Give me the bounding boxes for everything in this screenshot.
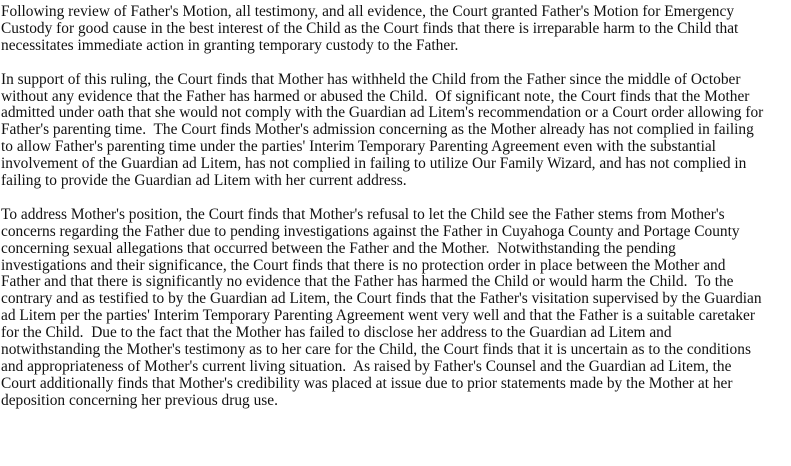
paragraph-mothers-position bbox=[0, 207, 791, 410]
text-line: ad Litem per the parties' Interim Temporary Parenting Agreement went very well and that the Father is a suitable caretaker bbox=[1, 307, 755, 325]
text-line: To address Mother's position, the Court finds that Mother's refusal to let the Child see the Father stems from Mother's bbox=[1, 205, 725, 223]
text-line: and appropriateness of Mother's current living situation. As raised by Father's Counsel and the Guardian ad Litem, the bbox=[1, 358, 732, 375]
text-line: necessitates immediate action in granting temporary custody to the Father. bbox=[1, 36, 459, 54]
text-line: concerning sexual allegations that occurred between the Father and the Mother. Notwithstanding the pending bbox=[1, 239, 676, 257]
paragraph-support-of-ruling bbox=[0, 72, 791, 190]
text-line: deposition concerning her previous drug use. bbox=[1, 391, 278, 409]
document-body bbox=[0, 4, 791, 427]
text-line: to allow Father's parenting time under the parties' Interim Temporary Parenting Agreement even with the substantial bbox=[1, 138, 716, 156]
text-line: failing to provide the Guardian ad Litem with her current address. bbox=[1, 172, 407, 190]
text-line: Custody for good cause in the best interest of the Child as the Court finds that there is irreparable harm to the Child that bbox=[1, 19, 739, 37]
text-line: Following review of Father's Motion, all testimony, and all evidence, the Court granted Father's Motion for Emergency bbox=[1, 3, 735, 20]
text-line: without any evidence that the Father has harmed or abused the Child. Of significant note, the Court finds that the Mother bbox=[1, 87, 750, 105]
text-line: Father's parenting time. The Court finds Mother's admission concerning as the Mother already has not complied in failing bbox=[1, 121, 754, 139]
text-line: notwithstanding the Mother's testimony as to her care for the Child, the Court finds that it is uncertain as to the conditions bbox=[1, 341, 751, 359]
paragraph-emergency-custody bbox=[0, 4, 791, 55]
text-line: for the Child. Due to the fact that the Mother has failed to disclose her address to the Guardian ad Litem and bbox=[1, 324, 672, 342]
text-line: Father and that there is significantly no evidence that the Father has harmed the Child or would harm the Child. To the bbox=[1, 273, 734, 291]
text-line: contrary and as testified to by the Guardian ad Litem, the Court finds that the Father's visitation supervised by the Guardian bbox=[1, 290, 762, 308]
text-line: concerns regarding the Father due to pending investigations against the Father in Cuyahoga County and Portage County bbox=[1, 222, 740, 240]
text-line: investigations and their significance, the Court finds that there is no protection order in place between the Mother and bbox=[1, 256, 726, 274]
text-line: In support of this ruling, the Court finds that Mother has withheld the Child from the Father since the middle of October bbox=[1, 70, 741, 88]
text-line: Court additionally finds that Mother's credibility was placed at issue due to prior statements made by the Mother at her bbox=[1, 374, 733, 392]
text-line: admitted under oath that she would not comply with the Guardian ad Litem's recommendation or a Court order allowing for bbox=[1, 104, 764, 122]
text-line: involvement of the Guardian ad Litem, has not complied in failing to utilize Our Family Wizard, and has not complied in bbox=[1, 155, 747, 173]
